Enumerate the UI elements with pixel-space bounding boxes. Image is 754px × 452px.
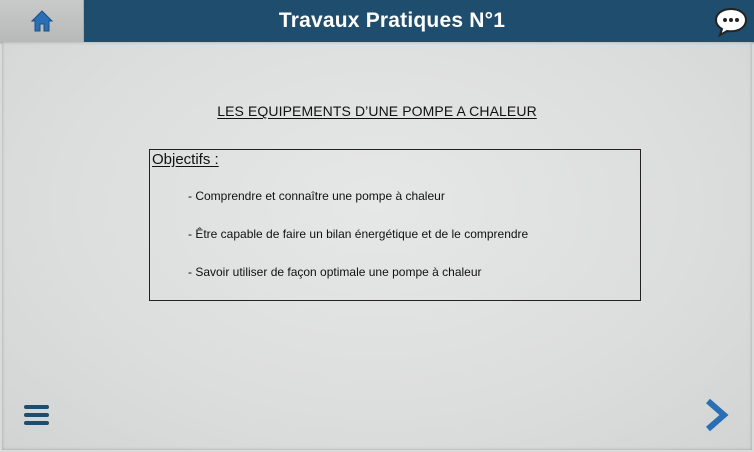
objective-item: - Savoir utiliser de façon optimale une pompe à chaleur	[188, 265, 482, 279]
chat-button[interactable]	[714, 6, 748, 38]
document-title: LES EQUIPEMENTS D’UNE POMPE A CHALEUR	[217, 103, 537, 119]
page-title: Travaux Pratiques N°1	[278, 9, 506, 32]
home-icon	[30, 9, 54, 33]
objectives-box	[149, 149, 641, 301]
next-page-button[interactable]	[702, 398, 730, 432]
menu-button[interactable]	[24, 404, 50, 426]
chevron-right-icon	[702, 398, 730, 432]
home-button[interactable]	[0, 0, 84, 42]
header-bar	[0, 0, 754, 42]
speech-bubble-icon	[714, 6, 748, 38]
objective-item: - Comprendre et connaître une pompe à chaleur	[188, 189, 445, 203]
objective-item: - Être capable de faire un bilan énergétique et de le comprendre	[188, 227, 529, 241]
objectives-heading: Objectifs :	[152, 151, 219, 168]
